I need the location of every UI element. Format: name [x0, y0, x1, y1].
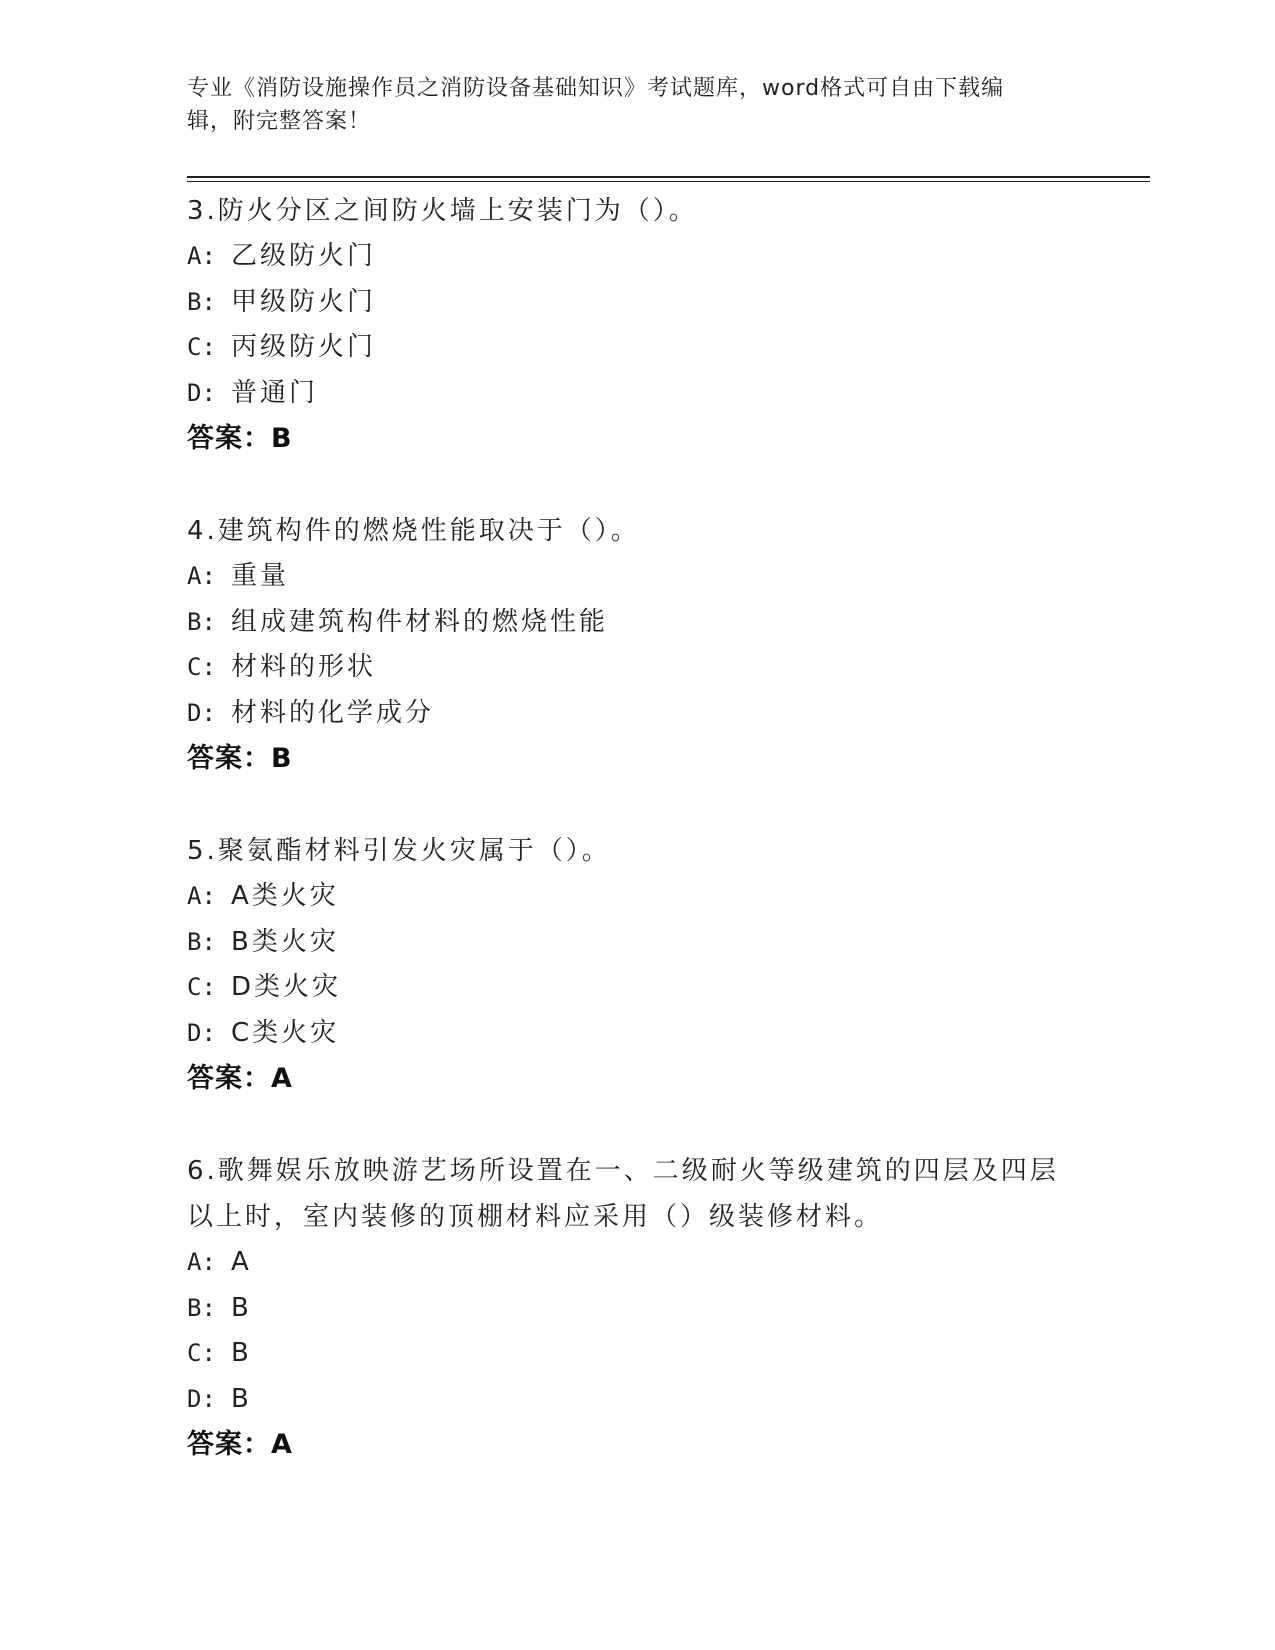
option-b — [187, 1286, 1087, 1332]
option-text: A — [231, 1247, 252, 1277]
header-line-1: 专业《消防设施操作员之消防设备基础知识》考试题库，word格式可自由下载编 — [187, 76, 1005, 101]
option-key: A: — [187, 562, 216, 590]
option-d — [187, 1011, 1087, 1057]
option-key: D: — [187, 378, 216, 407]
option-key: C: — [187, 653, 216, 681]
option-d — [187, 371, 1087, 417]
option-key: A: — [187, 882, 216, 910]
option-key: C: — [187, 1339, 216, 1367]
question-5 — [187, 828, 1087, 1102]
option-a — [187, 234, 1087, 280]
option-key: D: — [187, 1018, 216, 1047]
option-key: D: — [187, 1384, 216, 1413]
option-text: 普通门 — [231, 377, 319, 408]
option-text: A类火灾 — [231, 881, 339, 911]
option-d — [187, 1377, 1087, 1423]
option-key: D: — [187, 698, 216, 727]
answer-line: 答案：A — [187, 1429, 293, 1460]
option-key: C: — [187, 333, 216, 361]
header-divider-thick — [187, 176, 1150, 178]
option-c — [187, 965, 1087, 1011]
option-key: B: — [187, 607, 216, 636]
option-d — [187, 691, 1087, 737]
option-text: B类火灾 — [231, 926, 339, 957]
document-header — [187, 72, 1087, 138]
option-text: D类火灾 — [231, 972, 342, 1002]
option-a — [187, 554, 1087, 600]
question-stem: 4.建筑构件的燃烧性能取决于（）。 — [187, 516, 640, 546]
question-stem: 6.歌舞娱乐放映游艺场所设置在一、二级耐火等级建筑的四层及四层以上时，室内装修的顶棚材料应采用（）级装修材料。 — [187, 1156, 1059, 1232]
option-text: 甲级防火门 — [231, 286, 377, 317]
option-text: 材料的化学成分 — [231, 697, 435, 728]
answer-line: 答案：A — [187, 1063, 293, 1094]
option-c — [187, 645, 1087, 691]
option-a — [187, 874, 1087, 920]
question-stem: 3.防火分区之间防火墙上安装门为（）。 — [187, 196, 698, 226]
option-b — [187, 600, 1087, 646]
option-key: B: — [187, 287, 216, 316]
option-text: B — [231, 1383, 252, 1414]
option-key: A: — [187, 242, 216, 270]
question-6 — [187, 1148, 1087, 1468]
question-stem: 5.聚氨酯材料引发火灾属于（）。 — [187, 836, 611, 866]
option-key: B: — [187, 1293, 216, 1322]
option-a — [187, 1240, 1087, 1286]
option-text: 组成建筑构件材料的燃烧性能 — [231, 606, 609, 637]
option-key: B: — [187, 927, 216, 956]
option-b — [187, 920, 1087, 966]
question-3 — [187, 188, 1087, 462]
question-list — [187, 188, 1087, 1514]
option-text: B — [231, 1338, 252, 1368]
answer-line: 答案：B — [187, 423, 293, 454]
header-line-2: 辑，附完整答案！ — [187, 109, 372, 134]
option-text: B — [231, 1292, 252, 1323]
option-c — [187, 325, 1087, 371]
option-key: A: — [187, 1248, 216, 1276]
answer-line: 答案：B — [187, 743, 293, 774]
option-text: 乙级防火门 — [231, 241, 377, 271]
option-text: 丙级防火门 — [231, 332, 377, 362]
header-divider-thin — [187, 181, 1150, 182]
option-text: 材料的形状 — [231, 652, 377, 682]
option-key: C: — [187, 973, 216, 1001]
option-text: C类火灾 — [231, 1017, 340, 1048]
option-text: 重量 — [231, 561, 290, 591]
question-4 — [187, 508, 1087, 782]
option-b — [187, 280, 1087, 326]
option-c — [187, 1331, 1087, 1377]
